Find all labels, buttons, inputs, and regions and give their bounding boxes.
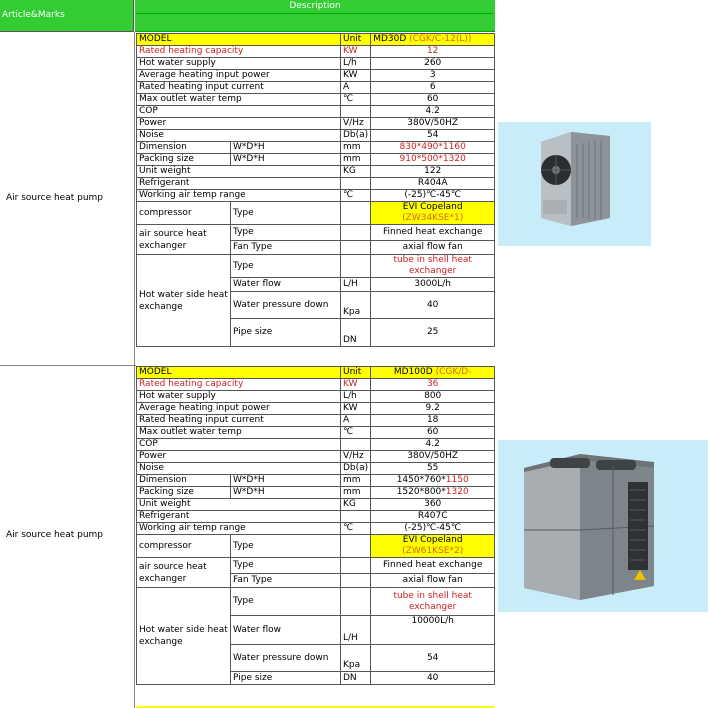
- table-row: [137, 511, 495, 523]
- row-name: Power: [137, 118, 341, 130]
- row-value: Finned heat exchange: [371, 558, 495, 574]
- row-unit: [341, 511, 371, 523]
- row-unit: A: [341, 415, 371, 427]
- row-name: Rated heating capacity: [137, 379, 341, 391]
- table-row: [137, 94, 495, 106]
- left-column-divider: [134, 32, 135, 708]
- row-name: Refrigerant: [137, 178, 341, 190]
- row-sub: Type: [231, 202, 341, 225]
- row-sub: Pipe size: [231, 319, 341, 347]
- table-row: [137, 487, 495, 499]
- row-sub: W*D*H: [231, 475, 341, 487]
- table-row: [137, 439, 495, 451]
- compressor-brand: EVI Copeland: [402, 202, 463, 212]
- row-unit: L/H: [341, 616, 371, 645]
- table-row: [137, 427, 495, 439]
- row-name: Max outlet water temp: [137, 427, 341, 439]
- group-label-2: Air source heat pump: [6, 530, 104, 540]
- row-name: compressor: [137, 535, 231, 558]
- row-sub: Type: [231, 225, 341, 241]
- row-unit: [341, 241, 371, 255]
- row-unit: KG: [341, 166, 371, 178]
- header-description: [135, 0, 495, 32]
- hw-type-line-1: tube in shell heat: [393, 255, 472, 265]
- table-row: [137, 367, 495, 379]
- row-unit: Kpa: [341, 292, 371, 319]
- row-sub: Water pressure down: [231, 645, 341, 672]
- table-row: [137, 403, 495, 415]
- row-name: COP: [137, 106, 341, 118]
- group-label-1: Air source heat pump: [6, 193, 104, 203]
- row-value: 830*490*1160: [371, 142, 495, 154]
- model-label: MODEL: [137, 34, 341, 46]
- row-value: [371, 475, 495, 487]
- table-row: [137, 558, 495, 574]
- row-value: Finned heat exchange: [371, 225, 495, 241]
- table-row: [137, 178, 495, 190]
- row-sub: W*D*H: [231, 154, 341, 166]
- row-name: Hot water side heat exchange: [137, 588, 231, 685]
- row-value: 60: [371, 94, 495, 106]
- row-name: Refrigerant: [137, 511, 341, 523]
- row-name: Dimension: [137, 142, 231, 154]
- row-unit: L/H: [341, 278, 371, 292]
- row-name: Packing size: [137, 154, 231, 166]
- row-unit: DN: [341, 672, 371, 685]
- row-unit: [341, 588, 371, 616]
- row-value: [371, 487, 495, 499]
- row-value: 9.2: [371, 403, 495, 415]
- row-sub: W*D*H: [231, 142, 341, 154]
- dimension-part-b: 1150: [445, 475, 469, 485]
- row-name: Rated heating input current: [137, 82, 341, 94]
- model-label: MODEL: [137, 367, 341, 379]
- row-unit: [341, 558, 371, 574]
- row-value: 18: [371, 415, 495, 427]
- table-row: [137, 379, 495, 391]
- row-sub: Water pressure down: [231, 292, 341, 319]
- table-row: [137, 588, 495, 616]
- dimension-part-a: 1450*760*: [396, 475, 446, 485]
- table-row: [137, 118, 495, 130]
- row-unit: [341, 106, 371, 118]
- table-row: [137, 415, 495, 427]
- row-name: air source heat exchanger: [137, 225, 231, 255]
- row-name: Average heating input power: [137, 70, 341, 82]
- model-name: MD100D: [393, 367, 433, 377]
- table-row: [137, 46, 495, 58]
- model-code: (CGK/C-12(L)): [409, 34, 472, 44]
- row-name: Noise: [137, 130, 341, 142]
- row-value: 380V/50HZ: [371, 118, 495, 130]
- model-name: MD30D: [373, 34, 407, 44]
- unit-label: Unit: [341, 34, 371, 46]
- table-row: [137, 255, 495, 278]
- row-name: Noise: [137, 463, 341, 475]
- row-unit: mm: [341, 142, 371, 154]
- row-unit: V/Hz: [341, 118, 371, 130]
- row-value: 4.2: [371, 439, 495, 451]
- row-unit: [341, 535, 371, 558]
- row-name: Rated heating capacity: [137, 46, 341, 58]
- row-sub: Type: [231, 558, 341, 574]
- unit-label: Unit: [341, 367, 371, 379]
- row-name: Dimension: [137, 475, 231, 487]
- table-row: [137, 130, 495, 142]
- row-value: 55: [371, 463, 495, 475]
- table-row: [137, 70, 495, 82]
- table-row: [137, 451, 495, 463]
- table-row: [137, 82, 495, 94]
- row-value: [371, 255, 495, 278]
- row-unit: KG: [341, 499, 371, 511]
- header-description-label: Description: [289, 1, 341, 11]
- row-value: 40: [371, 292, 495, 319]
- heat-pump-image-small: [498, 122, 651, 246]
- row-value: 10000L/h: [371, 616, 495, 645]
- row-unit: [341, 439, 371, 451]
- row-unit: [341, 574, 371, 588]
- hw-type-line-2: exchanger: [409, 266, 457, 276]
- row-value: 4.2: [371, 106, 495, 118]
- row-sub: Type: [231, 588, 341, 616]
- row-value: R404A: [371, 178, 495, 190]
- header-description-band: [136, 13, 493, 32]
- table-row: [137, 34, 495, 46]
- row-name: Power: [137, 451, 341, 463]
- hw-type-line-1: tube in shell heat: [393, 590, 472, 601]
- row-unit: ℃: [341, 94, 371, 106]
- spec-table-1: [136, 33, 495, 347]
- row-sub: W*D*H: [231, 487, 341, 499]
- row-value: 54: [371, 130, 495, 142]
- row-value: 380V/50HZ: [371, 451, 495, 463]
- row-unit: KW: [341, 70, 371, 82]
- row-sub: Water flow: [231, 278, 341, 292]
- table-row: [137, 166, 495, 178]
- model-value: [371, 34, 495, 46]
- row-value: 122: [371, 166, 495, 178]
- table-row: [137, 142, 495, 154]
- row-name: Unit weight: [137, 166, 341, 178]
- row-sub: Pipe size: [231, 672, 341, 685]
- table-row: [137, 463, 495, 475]
- row-unit: mm: [341, 487, 371, 499]
- row-value: 12: [371, 46, 495, 58]
- row-unit: ℃: [341, 523, 371, 535]
- model-code: (CGK/D-: [435, 367, 472, 377]
- row-name: compressor: [137, 202, 231, 225]
- compressor-brand: EVI Copeland: [402, 535, 463, 545]
- table-row: [137, 475, 495, 487]
- row-name: Working air temp range: [137, 190, 341, 202]
- compressor-model: (ZW61KSE*2): [402, 546, 464, 556]
- table-row: [137, 523, 495, 535]
- row-value: 910*500*1320: [371, 154, 495, 166]
- row-value: 6: [371, 82, 495, 94]
- row-name: COP: [137, 439, 341, 451]
- compressor-model: (ZW34KSE*1): [402, 213, 464, 223]
- table-row: [137, 58, 495, 70]
- row-unit: Kpa: [341, 645, 371, 672]
- row-unit: L/h: [341, 391, 371, 403]
- model-value: [371, 367, 495, 379]
- row-unit: [341, 225, 371, 241]
- table-row: [137, 106, 495, 118]
- row-value: R407C: [371, 511, 495, 523]
- row-name: Working air temp range: [137, 523, 341, 535]
- row-unit: [341, 255, 371, 278]
- row-sub: Type: [231, 255, 341, 278]
- row-unit: DN: [341, 319, 371, 347]
- row-value: 3000L/h: [371, 278, 495, 292]
- row-name: Average heating input power: [137, 403, 341, 415]
- row-value: 3: [371, 70, 495, 82]
- row-name: Unit weight: [137, 499, 341, 511]
- row-value: 800: [371, 391, 495, 403]
- row-unit: V/Hz: [341, 451, 371, 463]
- row-value: 36: [371, 379, 495, 391]
- row-value: 60: [371, 427, 495, 439]
- table-row: [137, 391, 495, 403]
- row-value: (-25)℃-45℃: [371, 523, 495, 535]
- row-value: [371, 535, 495, 558]
- row-unit: Db(a): [341, 130, 371, 142]
- row-name: Max outlet water temp: [137, 94, 341, 106]
- row-value: axial flow fan: [371, 574, 495, 588]
- header-article-marks-label: Article&Marks: [2, 10, 65, 20]
- table-row: [137, 499, 495, 511]
- row-unit: [341, 202, 371, 225]
- row-unit: ℃: [341, 190, 371, 202]
- row-value: [371, 202, 495, 225]
- row-unit: KW: [341, 403, 371, 415]
- row-value: (-25)℃-45℃: [371, 190, 495, 202]
- row-unit: KW: [341, 379, 371, 391]
- row-name: Hot water side heat exchange: [137, 255, 231, 347]
- packing-part-a: 1520*800*: [396, 487, 446, 497]
- row-value: 40: [371, 672, 495, 685]
- row-sub: Water flow: [231, 616, 341, 645]
- table-row: [137, 535, 495, 558]
- table-row: [137, 225, 495, 241]
- row-unit: Db(a): [341, 463, 371, 475]
- spec-table-2: [136, 366, 495, 685]
- table-row: [137, 202, 495, 225]
- row-name: Hot water supply: [137, 391, 341, 403]
- row-value: 360: [371, 499, 495, 511]
- row-name: air source heat exchanger: [137, 558, 231, 588]
- row-value: 25: [371, 319, 495, 347]
- header-article-marks: [0, 0, 134, 32]
- hw-type-line-2: exchanger: [409, 601, 457, 612]
- row-sub: Fan Type: [231, 241, 341, 255]
- row-unit: mm: [341, 154, 371, 166]
- packing-part-b: 1320: [445, 487, 469, 497]
- row-sub: Fan Type: [231, 574, 341, 588]
- row-name: Packing size: [137, 487, 231, 499]
- row-value: [371, 588, 495, 616]
- row-name: Rated heating input current: [137, 415, 341, 427]
- table-row: [137, 190, 495, 202]
- row-unit: mm: [341, 475, 371, 487]
- row-unit: ℃: [341, 427, 371, 439]
- row-unit: [341, 178, 371, 190]
- row-name: Hot water supply: [137, 58, 341, 70]
- row-unit: A: [341, 82, 371, 94]
- group-separator: [0, 365, 136, 366]
- row-unit: L/h: [341, 58, 371, 70]
- row-value: 260: [371, 58, 495, 70]
- heat-pump-image-large: [498, 440, 708, 612]
- row-value: 54: [371, 645, 495, 672]
- table-row: [137, 154, 495, 166]
- row-unit: KW: [341, 46, 371, 58]
- row-value: axial flow fan: [371, 241, 495, 255]
- row-sub: Type: [231, 535, 341, 558]
